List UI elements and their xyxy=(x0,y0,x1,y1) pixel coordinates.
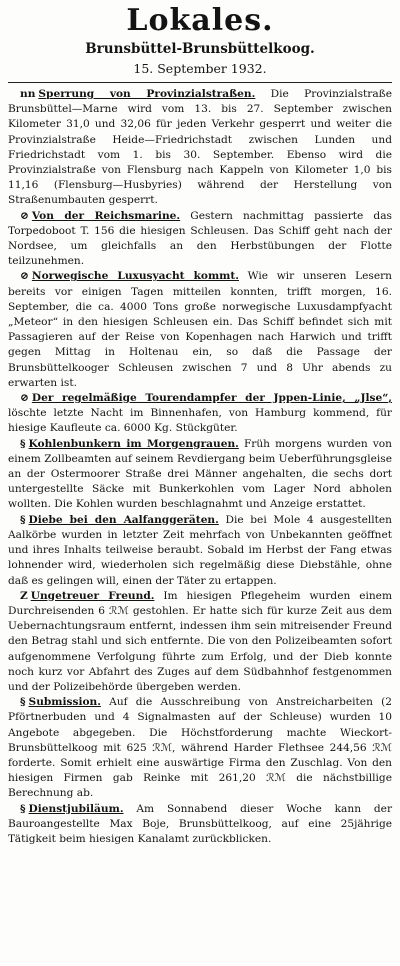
article-body: Auf die Ausschreibung von Anstreicharbeiten (2 Pförtnerbuden und 4 Signalmasten auf der Schleuse) wurden 10 Angebote abgegeben. Die Höchstforderung machte Wieckort-Brunsbüttelkoog mit 625 ℛℳ, während Harder Flethsee 244,56 ℛℳ forderte. Somit erhielt eine auswärtige Firma den Zuschlag. Von den hiesigen Firmen gab Reinke mit 261,20 ℛℳ die nächstbillige Berechnung ab. xyxy=(8,696,392,800)
article-marker: § xyxy=(20,513,26,526)
article-headline: Ungetreuer Freund. xyxy=(30,589,155,602)
article-marker: ⊘ xyxy=(20,209,29,222)
article-list xyxy=(8,87,392,847)
article-headline: Dienstjubiläum. xyxy=(28,802,124,815)
article-headline: Kohlenbunkern im Morgengrauen. xyxy=(28,437,239,450)
article-body: Früh morgens wurden von einem Zollbeamten auf seinem Revdiergang beim Ueberführungsgleise an der Ostermoorer Straße drei Männer angehalten, die sechs dort untergestellte Säcke mit Bunkerkohlen vom Lager Nord abholen wollten. Die Kohlen wurden beschlagnahmt und Anzeige erstattet. xyxy=(8,437,393,511)
article-headline: Von der Reichsmarine. xyxy=(31,209,181,222)
dateline: 15. September 1932. xyxy=(133,61,267,76)
article-marker: nn xyxy=(20,88,36,100)
article-marker: ⊘ xyxy=(20,270,29,283)
article-item xyxy=(8,437,392,513)
article-body: Im hiesigen Pflegeheim wurden einem Durchreisenden 6 ℛℳ gestohlen. Er hatte sich für kurze Zeit aus dem Uebernachtungsraum entfernt, indessen ihm sein mitreisender Freund den Betrag stahl und sich entfernte. Die von den Polizeibeamten sofort aufgenommene Verfolgung führte zum Erfolg, und der Dieb konnte noch kurz vor Abfahrt des Zuges auf dem Südbahnhof festgenommen und der Polizeibehörde übergeben werden. xyxy=(8,589,393,693)
article-body: Am Sonnabend dieser Woche kann der Bauroangestellte Max Boje, Brunsbüttelkoog, auf eine 25jährige Tätigkeit beim hiesigen Kanalamt zurückblicken. xyxy=(8,802,393,845)
article-item xyxy=(8,391,392,437)
article-marker: § xyxy=(20,437,26,450)
article-headline: Sperrung von Provinzialstraßen. xyxy=(38,88,256,100)
article-body: Die bei Mole 4 ausgestellten Aalkörbe wurden in letzter Zeit mehrfach von Unbekannten geöffnet und ihres Inhalts teilweise beraubt. Sobald im Herbst der Fang etwas lohnender wird, wiederholen sich regelmäßig diese Diebstähle, ohne daß es gelingen will, einen der Täter zu ertappen. xyxy=(8,513,392,587)
locality-subhead: Brunsbüttel-Brunsbüttelkoog. xyxy=(85,41,315,57)
article-item xyxy=(8,802,392,848)
article-item xyxy=(8,269,392,391)
article-item xyxy=(8,209,392,270)
article-body: Gestern nachmittag passierte das Torpedoboot T. 156 die hiesigen Schleusen. Das Schiff geht nach der Nordsee, um gleichfalls an den Herbstübungen der Flotte teilzunehmen. xyxy=(8,209,392,268)
article-headline: Submission. xyxy=(28,696,101,709)
article-headline: Diebe bei den Aalfanggeräten. xyxy=(28,513,219,526)
article-body: löschte letzte Nacht im Binnenhafen, von Hamburg kommend, für hiesige Kaufleute ca. 6000 Kg. Stückgüter. xyxy=(8,407,392,435)
article-marker: § xyxy=(20,802,26,815)
article-item xyxy=(8,695,392,801)
article-headline: Der regelmäßige Tourendampfer der Jppen-Linie, „Jlse“, xyxy=(31,392,392,405)
section-masthead: Lokales. xyxy=(126,3,274,38)
article-marker: Z xyxy=(20,589,28,602)
article-marker: ⊘ xyxy=(20,392,29,405)
divider-rule xyxy=(8,82,392,83)
article-body: Die Provinzialstraße Brunsbüttel—Marne wird vom 13. bis 27. September zwischen Kilometer 31,0 und 32,06 für jeden Verkehr gesperrt und weiter die Provinzialstraße Heide—Friedrichstadt zwischen Lunden und Friedrichstadt vom 1. bis 30. September. Ebenso wird die Provinzialstraße von Flensburg nach Kappeln von Kilometer 1,0 bis 11,16 (Flensburg—Husbyries) während der Herstellung von Straßenumbauten gesperrt. xyxy=(8,88,392,207)
article-item xyxy=(8,513,392,589)
article-item xyxy=(8,589,392,695)
article-body: Wie wir unseren Lesern bereits vor einigen Tagen mitteilen konnten, trifft morgen, 16. September, die ca. 4000 Tons große norwegische Luxusdampfyacht „Meteor“ in den hiesigen Schleusen ein. Das Schiff befindet sich mit Passagieren auf der Reise von Kopenhagen nach Harwich und trifft gegen Mittag in Holtenau ein, so daß die Passage der Brunsbüttelkooger Schleusen zwischen 7 und 8 Uhr abends zu erwarten ist. xyxy=(8,270,392,389)
article-headline: Norwegische Luxusyacht kommt. xyxy=(31,270,239,283)
article-marker: § xyxy=(20,696,26,709)
article-item xyxy=(8,87,392,209)
